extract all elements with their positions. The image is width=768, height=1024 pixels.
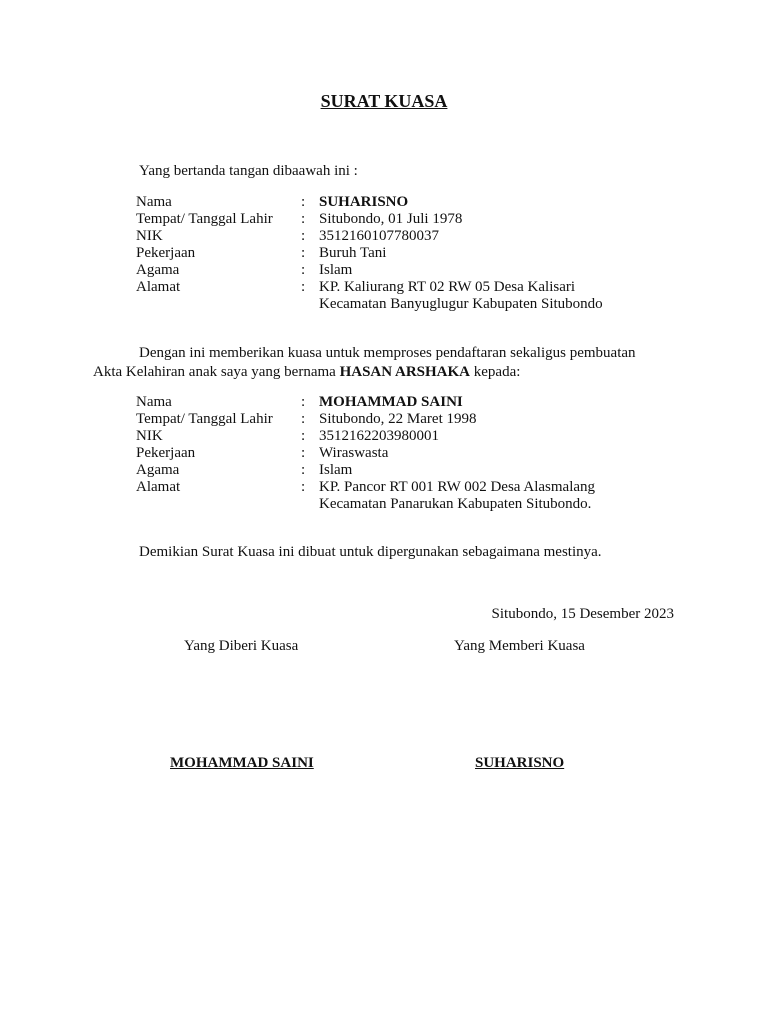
field-colon: : [301, 411, 306, 427]
grantee-signature-name: MOHAMMAD SAINI [170, 755, 314, 771]
closing-text: Demikian Surat Kuasa ini dibuat untuk dipergunakan sebagaimana mestinya. [139, 544, 602, 560]
field-label: Tempat/ Tanggal Lahir [136, 411, 273, 427]
statement-line-1: Dengan ini memberikan kuasa untuk memproses pendaftaran sekaligus pembuatan [139, 345, 636, 361]
field-colon: : [301, 462, 306, 478]
field-value: Kecamatan Banyuglugur Kabupaten Situbondo [319, 296, 603, 312]
field-value: MOHAMMAD SAINI [319, 394, 463, 410]
field-label: Agama [136, 262, 180, 278]
field-label: Pekerjaan [136, 245, 196, 261]
field-colon: : [301, 479, 306, 495]
field-colon: : [301, 394, 306, 410]
field-colon: : [301, 245, 306, 261]
child-name: HASAN ARSHAKA [339, 364, 470, 380]
grantor-signature-name: SUHARISNO [475, 755, 565, 771]
field-value: Situbondo, 01 Juli 1978 [319, 211, 463, 227]
document-title: SURAT KUASA [320, 91, 448, 111]
field-label: Agama [136, 462, 180, 478]
field-colon: : [301, 262, 306, 278]
field-label: Tempat/ Tanggal Lahir [136, 211, 273, 227]
field-value: Wiraswasta [319, 445, 389, 461]
field-label: NIK [136, 228, 163, 244]
field-label: Pekerjaan [136, 445, 196, 461]
field-value: KP. Kaliurang RT 02 RW 05 Desa Kalisari [319, 279, 576, 295]
field-colon: : [301, 194, 306, 210]
statement-text: kepada: [470, 364, 521, 380]
grantee-signature-caption: Yang Diberi Kuasa [184, 638, 299, 654]
field-label: NIK [136, 428, 163, 444]
field-colon: : [301, 279, 306, 295]
field-value: Buruh Tani [319, 245, 387, 261]
statement-line-2 [93, 364, 520, 381]
place-date: Situbondo, 15 Desember 2023 [491, 606, 674, 622]
field-colon: : [301, 211, 306, 227]
field-label: Nama [136, 194, 172, 210]
field-value: SUHARISNO [319, 194, 409, 210]
field-value: Islam [319, 462, 353, 478]
statement-text: Akta Kelahiran anak saya yang bernama [93, 364, 340, 380]
field-value: 3512162203980001 [319, 428, 439, 444]
field-colon: : [301, 428, 306, 444]
field-value: Situbondo, 22 Maret 1998 [319, 411, 477, 427]
field-label: Alamat [136, 479, 181, 495]
field-label: Alamat [136, 279, 181, 295]
field-value: 3512160107780037 [319, 228, 439, 244]
field-label: Nama [136, 394, 172, 410]
field-value: KP. Pancor RT 001 RW 002 Desa Alasmalang [319, 479, 596, 495]
field-value: Kecamatan Panarukan Kabupaten Situbondo. [319, 496, 592, 512]
field-value: Islam [319, 262, 353, 278]
intro-text: Yang bertanda tangan dibaawah ini : [139, 163, 358, 179]
field-colon: : [301, 445, 306, 461]
field-colon: : [301, 228, 306, 244]
grantor-signature-caption: Yang Memberi Kuasa [454, 638, 585, 654]
